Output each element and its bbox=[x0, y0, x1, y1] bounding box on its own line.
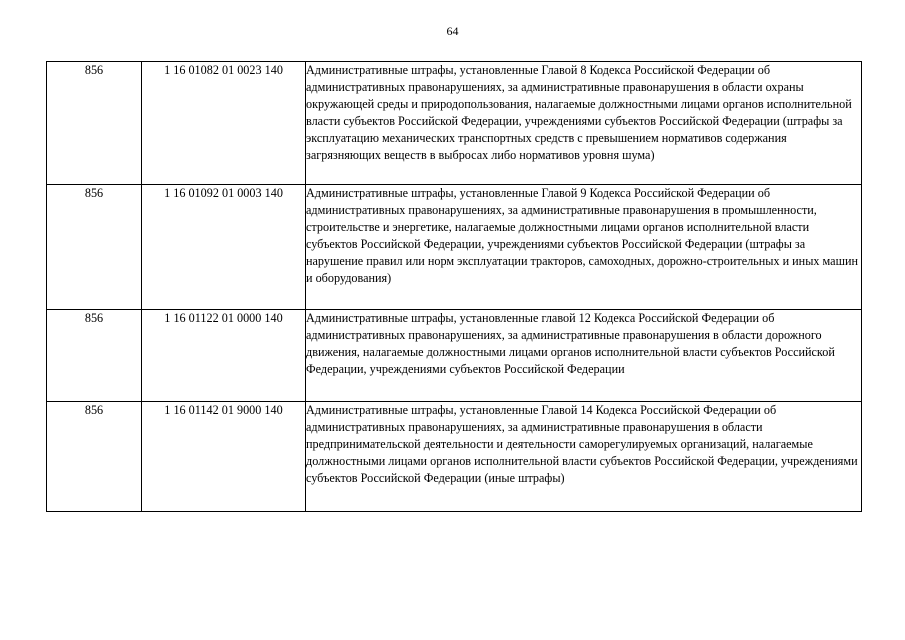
table-row bbox=[47, 185, 862, 310]
description-cell: Административные штрафы, установленные Главой 8 Кодекса Российской Федерации об административных правонарушениях, за административные правонарушения в области охраны окружающей среды и природопользования, налагаемые должностными лицами органов исполнительной власти субъектов Российской Федерации, учреждениями субъектов Российской Федерации (штрафы за эксплуатацию механических транспортных средств с превышением нормативов содержания загрязняющих веществ в выбросах либо нормативов уровня шума) bbox=[306, 62, 862, 185]
table-row bbox=[47, 310, 862, 402]
kbk-code-cell: 1 16 01082 01 0023 140 bbox=[142, 62, 306, 185]
admin-code-cell: 856 bbox=[47, 185, 142, 310]
kbk-code-cell: 1 16 01142 01 9000 140 bbox=[142, 402, 306, 512]
table-row bbox=[47, 402, 862, 512]
description-cell: Административные штрафы, установленные главой 12 Кодекса Российской Федерации об административных правонарушениях, за административные правонарушения в области дорожного движения, налагаемые должностными лицами органов исполнительной власти субъектов Российской Федерации, учреждениями субъектов Российской Федерации bbox=[306, 310, 862, 402]
admin-code-cell: 856 bbox=[47, 310, 142, 402]
admin-code-cell: 856 bbox=[47, 402, 142, 512]
budget-classification-table bbox=[46, 61, 862, 512]
page-number: 64 bbox=[446, 24, 459, 38]
description-cell: Административные штрафы, установленные Главой 14 Кодекса Российской Федерации об административных правонарушениях, за административные правонарушения в области предпринимательской деятельности и деятельности саморегулируемых организаций, налагаемые должностными лицами органов исполнительной власти субъектов Российской Федерации, учреждениями субъектов Российской Федерации (иные штрафы) bbox=[306, 402, 862, 512]
admin-code-cell: 856 bbox=[47, 62, 142, 185]
kbk-code-cell: 1 16 01092 01 0003 140 bbox=[142, 185, 306, 310]
description-cell: Административные штрафы, установленные Главой 9 Кодекса Российской Федерации об административных правонарушениях, за административные правонарушения в промышленности, строительстве и энергетике, налагаемые должностными лицами органов исполнительной власти субъектов Российской Федерации, учреждениями субъектов Российской Федерации (штрафы за нарушение правил или норм эксплуатации тракторов, самоходных, дорожно-строительных и иных машин и оборудования) bbox=[306, 185, 862, 310]
table-row bbox=[47, 62, 862, 185]
kbk-code-cell: 1 16 01122 01 0000 140 bbox=[142, 310, 306, 402]
